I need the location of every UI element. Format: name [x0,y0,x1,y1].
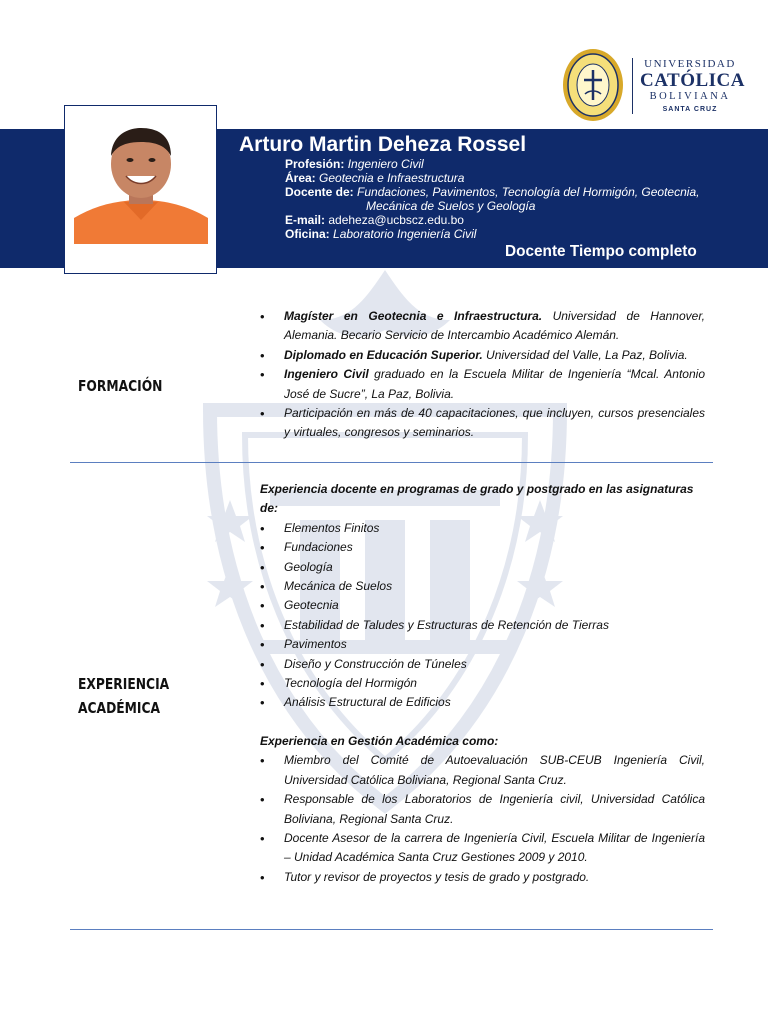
oficina-value: Laboratorio Ingeniería Civil [333,227,477,241]
person-name: Arturo Martin Deheza Rossel [239,133,527,156]
profesion-label: Profesión: [285,157,345,171]
list-item: • Elementos Finitos [260,519,705,538]
experiencia-label-line1: EXPERIENCIA [78,675,170,693]
experiencia-label [78,672,169,720]
logo-boliviana: BOLIVIANA [649,91,731,102]
list-item: • Ingeniero Civil graduado en la Escuela Militar de Ingeniería “Mcal. Antonio José de Sucre”, La Paz, Bolivia. [260,365,705,404]
section-divider [70,929,713,930]
logo-santa-cruz: SANTA CRUZ [662,106,718,113]
profesion-value: Ingeniero Civil [347,157,424,171]
oficina-row [285,227,476,241]
formacion-content [260,307,705,443]
docente-row-cont [366,199,535,213]
list-item: • Fundaciones [260,538,705,557]
oficina-label: Oficina: [285,227,330,241]
list-item: • Análisis Estructural de Edificios [260,693,705,712]
section-divider [70,462,713,463]
asignaturas-list [260,519,705,713]
university-logo [562,48,745,124]
area-row [285,171,464,185]
list-item: • Mecánica de Suelos [260,577,705,596]
experiencia-content [260,480,705,887]
list-item: • Participación en más de 40 capacitaciones, que incluyen, cursos presenciales y virtuales, congresos y seminarios. [260,404,705,443]
gestion-list [260,751,705,887]
logo-catolica: CATÓLICA [640,70,745,91]
list-item: • Miembro del Comité de Autoevaluación SUB-CEUB Ingeniería Civil, Universidad Católica Boliviana, Regional Santa Cruz. [260,751,705,790]
experiencia-label-line2: ACADÉMICA [78,699,161,717]
docente-value-line1: Fundaciones, Pavimentos, Tecnología del Hormigón, Geotecnia, [357,185,700,199]
formacion-label: FORMACIÓN [78,377,163,395]
tiempo-completo-label: Docente Tiempo completo [505,243,697,260]
list-item: • Tecnología del Hormigón [260,674,705,693]
list-item: • Responsable de los Laboratorios de Ingeniería civil, Universidad Católica Boliviana, Regional Santa Cruz. [260,790,705,829]
list-item: • Docente Asesor de la carrera de Ingeniería Civil, Escuela Militar de Ingeniería – Unidad Académica Santa Cruz Gestiones 2009 y 2010. [260,829,705,868]
docente-value-line2: Mecánica de Suelos y Geología [366,199,536,213]
email-value[interactable]: adeheza@ucbscz.edu.bo [328,213,464,227]
docente-row [285,185,699,199]
profile-photo [74,120,208,244]
list-item: • Magíster en Geotecnia e Infraestructura. Universidad de Hannover, Alemania. Becario Servicio de Intercambio Académico Alemán. [260,307,705,346]
profile-photo-frame [64,105,217,274]
list-item: • Estabilidad de Taludes y Estructuras de Retención de Tierras [260,616,705,635]
list-item: • Tutor y revisor de proyectos y tesis de grado y postgrado. [260,868,705,887]
email-row [285,213,464,227]
list-item: • Diseño y Construcción de Túneles [260,655,705,674]
area-value: Geotecnia e Infraestructura [319,171,465,185]
area-label: Área: [285,171,316,185]
docente-label: Docente de: [285,185,354,199]
logo-divider [632,58,633,114]
docente-heading: Experiencia docente en programas de grado y postgrado en las asignaturas de: [260,482,694,516]
list-item: • Pavimentos [260,635,705,654]
formacion-list [260,307,705,443]
logo-universidad: UNIVERSIDAD [644,58,736,70]
gestion-heading: Experiencia en Gestión Académica como: [260,733,499,748]
profesion-row [285,157,424,171]
email-label: E-mail: [285,213,326,227]
university-seal-icon [562,48,624,122]
list-item: • Diplomado en Educación Superior. Universidad del Valle, La Paz, Bolivia. [260,346,705,365]
list-item: • Geología [260,558,705,577]
list-item: • Geotecnia [260,596,705,615]
